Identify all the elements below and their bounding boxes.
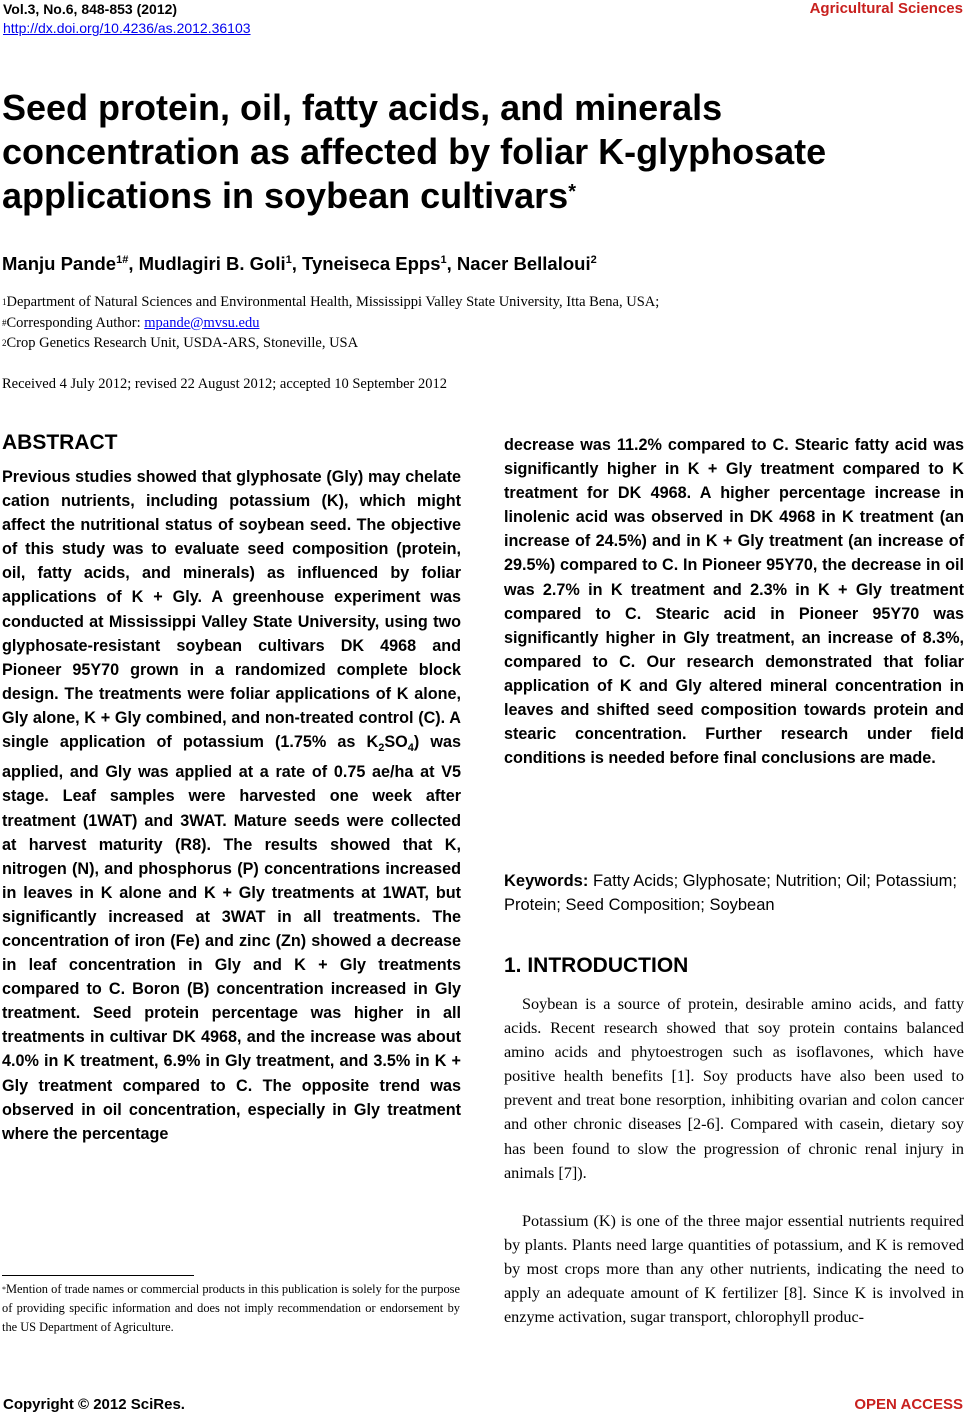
section-heading-introduction: 1. INTRODUCTION: [504, 954, 689, 977]
author: Nacer Bellaloui$^2$: [456, 253, 597, 274]
title-line-2: concentration as affected by foliar K-glyphosate: [2, 131, 827, 172]
corresponding-author: #Corresponding Author: mpande@mvsu.edu: [2, 314, 260, 331]
keywords-label: Keywords:: [504, 872, 589, 890]
footnote-divider: [2, 1275, 194, 1276]
footnote: *Mention of trade names or commercial products in this publication is solely for the purpose of providing specific information and does not imply recommendation or endorsement by the US Department of Agriculture.: [2, 1282, 460, 1334]
title-footnote-mark: *: [568, 181, 576, 203]
abstract-heading: ABSTRACT: [2, 431, 118, 454]
title-line-1: Seed protein, oil, fatty acids, and minerals: [2, 87, 723, 128]
affiliations: [2, 292, 962, 354]
author: Manju Pande$^{1\#}$,: [2, 253, 139, 274]
author: Tyneiseca Epps$^1$,: [302, 253, 457, 274]
received-dates: Received 4 July 2012; revised 22 August 2012; accepted 10 September 2012: [2, 376, 447, 392]
affiliation-1: $^1$Department of Natural Sciences and Environmental Health, Mississippi Valley State University, Itta Bena, USA;: [2, 294, 660, 310]
affiliation-2: $^2$Crop Genetics Research Unit, USDA-ARS, Stoneville, USA: [2, 335, 359, 351]
running-header: [3, 0, 403, 38]
author-list: [2, 253, 597, 275]
abstract-text-left: Previous studies showed that glyphosate (Gly) may chelate cation nutrients, including potassium (K), which might affect the nutritional status of soybean seed. The objective of this study was to evaluate seed composition (protein, oil, fatty acids, and minerals) as influenced by foliar applications of K + Gly. A greenhouse experiment was conducted at Mississippi Valley State University, using two glyphosate-resistant soybean cultivars DK 4968 and Pioneer 95Y70 grown in a randomized complete block design. The treatments were foliar applications of K alone, Gly alone, K + Gly combined, and non-treated control (C). A single application of potassium (1.75% as $K_2SO_4$) was applied, and Gly was applied at a rate of 0.75 ae/ha at V5 stage. Leaf samples were harvested one week after treatment (1WAT) and 3WAT. Mature seeds were collected at harvest maturity (R8). The results showed that K, nitrogen (N), and phosphorus (P) concentrations increased in leaves in K alone and K + Gly treatments at 1WAT, but significantly increased at 3WAT in all treatments. The concentration of iron (Fe) and zinc (Zn) showed a decrease in leaf concentration in Gly and K + Gly treatments compared to C. Boron (B) concentration increased in Gly treatment. Seed protein percentage was higher in all treatments in cultivar DK 4968, and the increase was about 4.0% in K treatment, 6.9% in Gly treatment, and 3.5% in K + Gly treatment compared to C. The opposite trend was observed in oil concentration, especially in Gly treatment where the percentage: [2, 468, 461, 1143]
doi-link[interactable]: http://dx.doi.org/10.4236/as.2012.36103: [3, 20, 251, 36]
introduction-paragraph-2: Potassium (K) is one of the three major essential nutrients required by plants. Plants need large quantities of potassium, and K is removed by most crops more than any other nutrients, indicating the need to apply an adequate amount of K fertilizer [8]. Since K is involved in enzyme activation, sugar transport, chlorophyll produc-: [504, 1212, 964, 1327]
keywords: [504, 869, 964, 917]
corresponding-email-link[interactable]: mpande@mvsu.edu: [144, 314, 260, 331]
open-access-label: OPEN ACCESS: [854, 1396, 963, 1413]
journal-name: Agricultural Sciences: [809, 0, 963, 17]
abstract-text-right: decrease was 11.2% compared to C. Stearic fatty acid was significantly higher in K + Gly treatment compared to K treatment for DK 4968. A higher percentage increase in linolenic acid was observed in DK 4968 in K treatment (an increase of 24.5%) and in K + Gly treatment (an increase of 29.5%) compared to C. In Pioneer 95Y70, the decrease in oil was 2.7% in K treatment and 2.3% in K + Gly treatment compared to C. Stearic acid in Pioneer 95Y70 was significantly higher in Gly treatment, an increase of 8.3%, compared to C. Our research demonstrated that foliar application of K and Gly altered mineral concentration in leaves and shifted seed composition towards protein and stearic concentration. Further research under field conditions is needed before final conclusions are made.: [504, 436, 964, 768]
author: Mudlagiri B. Goli$^1$,: [138, 253, 303, 274]
title-line-3: applications in soybean cultivars*: [2, 175, 576, 216]
paper-title: [2, 86, 942, 218]
copyright-notice: Copyright © 2012 SciRes.: [3, 1396, 185, 1413]
keywords-list: Fatty Acids; Glyphosate; Nutrition; Oil; Potassium; Protein; Seed Composition; Soybean: [504, 872, 957, 914]
introduction-paragraph-1: Soybean is a source of protein, desirable amino acids, and fatty acids. Recent research showed that soy protein contains balanced amino acids and phytoestrogen such as isoflavones, which have positive health benefits [1]. Soy products have also been used to prevent and treat bone resorption, inhibiting ovarian and colon cancer and other chronic diseases [2-6]. Compared with casein, dietary soy has been found to slow the progression of chronic renal injury in animals [7]).: [504, 995, 964, 1182]
journal-volume: Vol.3, No.6, 848-853 (2012): [3, 1, 178, 17]
